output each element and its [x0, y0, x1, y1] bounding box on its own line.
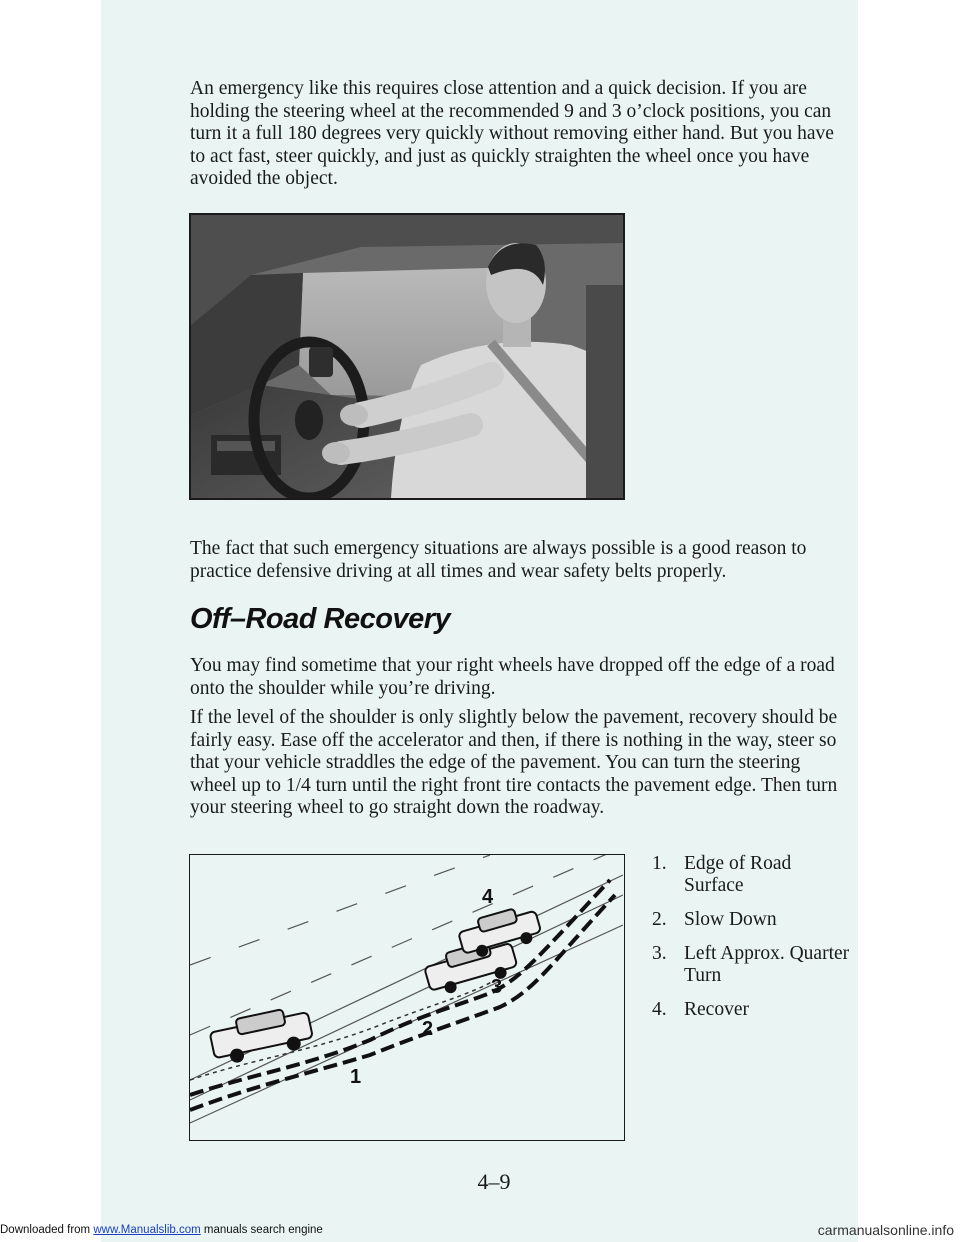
- legend-item: 4. Recover: [652, 999, 749, 1020]
- offroad-recovery-diagram: [189, 854, 625, 1141]
- legend-item: 2. Slow Down: [652, 909, 777, 930]
- recovery-instructions-paragraph: If the level of the shoulder is only slightly below the pavement, recovery should be fairly easy. Ease off the accelerator and then, if there is nothing in the way, steer so that your vehicle straddles the edge of the pavement. You can turn the steering wheel up to 1/4 turn until the right front tire contacts the pavement edge. Then turn your steering wheel to go straight down the roadway.: [190, 707, 838, 818]
- intro-paragraph: An emergency like this requires close attention and a quick decision. If you are holding the steering wheel at the recommended 9 and 3 o’clock positions, you can turn it a full 180 degrees very quickly without removing either hand. But you have to act fast, steer quickly, and just as quickly straighten the wheel once you have avoided the object.: [190, 78, 834, 189]
- legend-item: 1. Edge of Road Surface: [652, 853, 792, 896]
- callout-1: 1: [350, 1066, 362, 1088]
- safety-paragraph: The fact that such emergency situations are always possible is a good reason to practice defensive driving at all times and wear safety belts properly.: [190, 538, 807, 582]
- page-number: 4–9: [477, 1169, 511, 1194]
- section-heading: Off–Road Recovery: [190, 603, 451, 635]
- legend-item: 3. Left Approx. Quarter Turn: [652, 943, 850, 986]
- callout-4: 4: [482, 886, 494, 908]
- driver-steering-photo: [189, 213, 625, 500]
- diagram-legend: [652, 853, 852, 1033]
- callout-3: 3: [491, 976, 503, 998]
- manualslib-link[interactable]: www.Manualslib.com: [93, 1224, 201, 1236]
- download-footer: Downloaded from www.Manualslib.com manuals search engine: [0, 1224, 323, 1236]
- callout-2: 2: [422, 1018, 434, 1040]
- watermark: carmanualsonline.info: [817, 1222, 954, 1238]
- offroad-intro-paragraph: You may find sometime that your right wheels have dropped off the edge of a road onto the shoulder while you’re driving.: [190, 655, 835, 699]
